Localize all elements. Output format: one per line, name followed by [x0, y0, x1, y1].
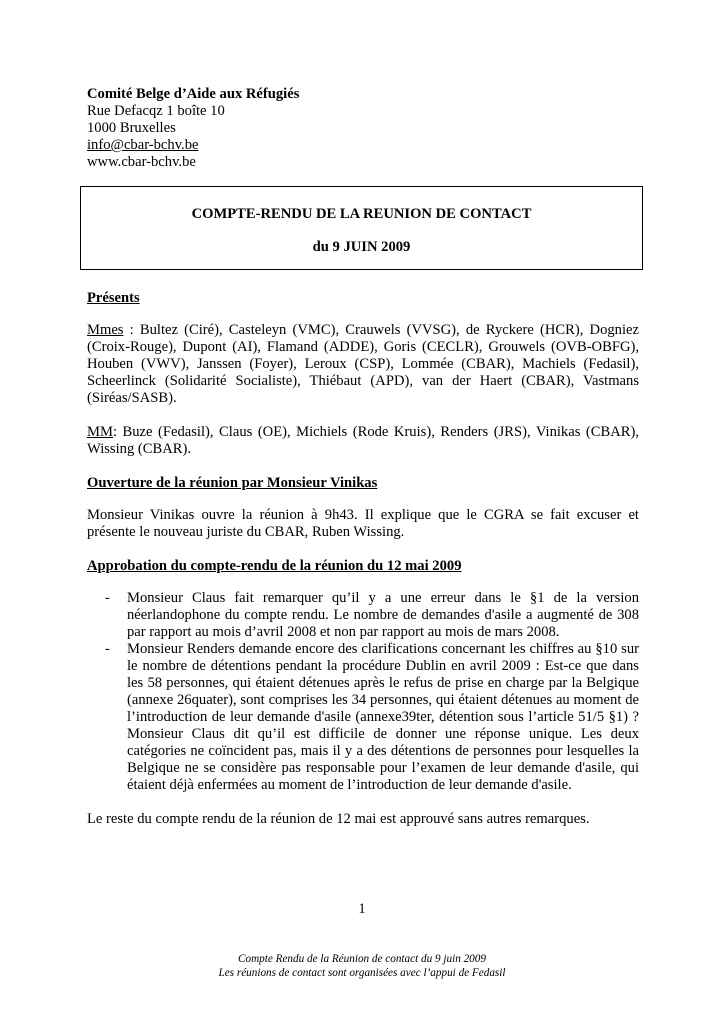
page-number: 1	[358, 901, 366, 917]
letterhead	[87, 86, 639, 171]
email-link[interactable]: info@cbar-bchv.be	[87, 137, 199, 153]
mmes-paragraph	[87, 322, 639, 407]
footer-line-2: Les réunions de contact sont organisées avec l’appui de Fedasil	[218, 967, 506, 979]
organization-name: Comité Belge d’Aide aux Réfugiés	[87, 86, 300, 102]
closing-paragraph: Le reste du compte rendu de la réunion de 12 mai est approuvé sans autres remarques.	[87, 811, 590, 827]
document-date: du 9 JUIN 2009	[312, 239, 411, 255]
mm-label: MM	[87, 424, 113, 440]
mm-list: : Buze (Fedasil), Claus (OE), Michiels (Rode Kruis), Renders (JRS), Vinikas (CBAR), Wissing (CBAR).	[87, 424, 639, 457]
address-line-2: 1000 Bruxelles	[87, 120, 176, 136]
list-item	[87, 641, 639, 794]
mmes-label: Mmes	[87, 322, 124, 338]
approbation-list	[87, 590, 639, 794]
document-page	[87, 86, 639, 828]
list-item-text: Monsieur Renders demande encore des clarifications concernant les chiffres au §10 sur le nombre de détentions pendant la procédure Dublin en avril 2009 : Est-ce que dans les 58 personnes, qui étaient détenues après le refus de prise en charge par la Belgique (annexe 26quater), sont comprises les 34 personnes, qui étaient détenues au moment de l’introduction de leur demande d'asile (annexe39ter, détention sous l’article 51/5 §1) ? Monsieur Claus dit qu’il est difficile de donner une réponse unique. Les deux catégories ne coïncident pas, mais il y a des détentions de personnes pour lesquelles la Belgique ne se considère pas responsable pour l’examen de leur demande d'asile, qui étaient déjà enfermées au moment de l’introduction de leur demande d'asile.	[127, 641, 639, 793]
document-title: COMPTE-RENDU DE LA REUNION DE CONTACT	[191, 206, 532, 222]
list-item-text: Monsieur Claus fait remarquer qu’il y a une erreur dans le §1 de la version néerlandophone du compte rendu. Le nombre de demandes d'asile a augmenté de 308 par rapport au mois d’avril 2008 et non par rapport au mois de mars 2008.	[127, 590, 639, 640]
mmes-list: : Bultez (Ciré), Casteleyn (VMC), Crauwels (VVSG), de Ryckere (HCR), Dogniez (Croix-Rouge), Dupont (AI), Flamand (ADDE), Goris (CECLR), Grouwels (OVB-OBFG), Houben (VWV), Janssen (Foyer), Leroux (CSP), Lommée (CBAR), Machiels (Fedasil), Scheerlinck (Solidarité Socialiste), Thiébaut (APD), van der Haert (CBAR), Vastmans (Siréas/SASB).	[87, 322, 639, 406]
bullet-dash: -	[105, 641, 110, 657]
ouverture-heading: Ouverture de la réunion par Monsieur Vinikas	[87, 475, 378, 491]
page-footer	[0, 952, 724, 980]
presents-heading: Présents	[87, 290, 140, 306]
ouverture-paragraph: Monsieur Vinikas ouvre la réunion à 9h43. Il explique que le CGRA se fait excuser et présente le nouveau juriste du CBAR, Ruben Wissing.	[87, 507, 639, 540]
list-item	[87, 590, 639, 641]
website-text: www.cbar-bchv.be	[87, 154, 196, 170]
footer-line-1: Compte Rendu de la Réunion de contact du 9 juin 2009	[238, 953, 486, 965]
address-line-1: Rue Defacqz 1 boîte 10	[87, 103, 225, 119]
bullet-dash: -	[105, 590, 110, 606]
mm-paragraph	[87, 424, 639, 458]
approbation-heading: Approbation du compte-rendu de la réunion du 12 mai 2009	[87, 558, 462, 574]
title-box	[80, 186, 643, 270]
